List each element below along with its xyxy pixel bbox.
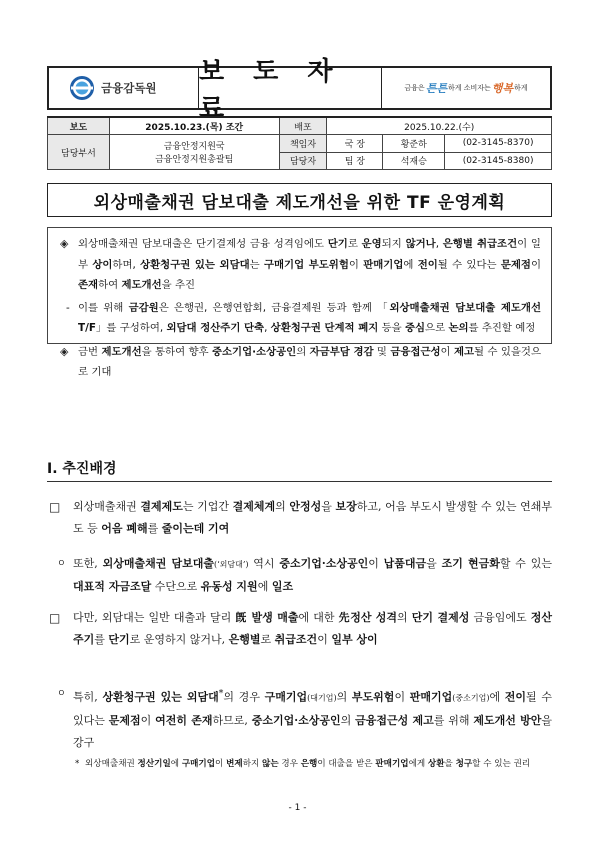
emph: 은행별 취급조건: [442, 238, 518, 250]
emph: 제도개선 방안: [473, 713, 542, 727]
emph: 단기 결제성: [411, 611, 470, 624]
text: 의: [275, 500, 290, 513]
text: 이: [394, 690, 410, 704]
emph: 조기 현금화: [441, 557, 500, 570]
emph: 전이: [417, 258, 438, 271]
slogan-highlight: 튼튼: [425, 82, 447, 95]
emph: 성격: [375, 611, 397, 624]
text: (대기업): [307, 693, 337, 703]
text: 특히,: [73, 690, 103, 704]
text: 의: [336, 690, 352, 704]
fss-emblem-icon: [69, 75, 95, 101]
document-type: 보 도 자 료: [199, 68, 382, 108]
emph: 제고: [453, 345, 475, 358]
emph: 않는: [262, 759, 279, 769]
emph: 전이: [504, 690, 527, 704]
text: 를: [94, 633, 109, 646]
emph: 단기: [327, 238, 348, 250]
staff-name: 석재승: [383, 152, 445, 170]
emph: 제도개선: [101, 345, 142, 358]
emph: 금감원: [128, 301, 159, 314]
emph: 결제체계: [232, 500, 276, 513]
emph: 중소기업·소상공인: [251, 713, 341, 727]
slogan-part: 하게 소비자는: [447, 84, 491, 92]
slogan-part: 금융은: [404, 84, 425, 92]
emph: 은행별: [228, 633, 261, 646]
emph: 문제점: [500, 258, 531, 271]
footnote-text: [47, 757, 552, 772]
section-heading: Ⅰ. 추진배경: [47, 461, 117, 477]
paragraph-text: [47, 607, 552, 651]
text: 를 추진할 예정: [468, 322, 536, 334]
text: 금융임에도: [469, 611, 531, 624]
text: 할 수 있는 권리: [472, 759, 531, 769]
text: 이: [317, 633, 332, 646]
text: 을: [321, 500, 336, 513]
text: 될 수 있을것으로 기대: [78, 345, 541, 378]
text: 의: [340, 713, 356, 727]
text: 로 운영하지 않거나,: [129, 633, 229, 646]
responsible-name: 황준하: [383, 135, 445, 153]
text: 될 수 있다는: [73, 690, 552, 727]
text: 이를 위해: [78, 301, 129, 314]
emph: 상환: [427, 759, 445, 769]
emph: 유동성 지원: [200, 580, 258, 593]
main-title: 외상매출채권 담보대출 제도개선을 위한 TF 운영계획: [47, 183, 552, 217]
emph: 자금부담 경감: [309, 345, 374, 358]
emph: 외상매출채권 담보대출: [102, 557, 214, 570]
footnote: [47, 757, 552, 772]
text: 을 통하여 향후: [141, 345, 212, 358]
dash-marker: -: [66, 301, 70, 314]
release-label: 보도: [48, 117, 110, 135]
dept-names: [109, 135, 279, 170]
body-paragraph: [47, 553, 552, 598]
body-paragraph: [47, 607, 552, 651]
diamond-bullet-icon: ◈: [60, 237, 69, 250]
emph: 안정성: [289, 500, 322, 513]
emph: 일부 상이: [331, 633, 378, 646]
emph: 정산주기: [73, 611, 553, 646]
staff-phone: (02-3145-8380): [445, 152, 552, 170]
text: 를: [147, 522, 162, 535]
emph: 존재: [78, 279, 99, 291]
team-name: 금융안정지원총괄팀: [155, 155, 234, 165]
emph: 판매기업: [375, 759, 409, 769]
emph: 중심: [404, 322, 426, 334]
summary-sub-item: [58, 298, 541, 339]
text: 의: [296, 345, 310, 358]
text: (‘외담대’): [213, 560, 249, 569]
text: 금번: [78, 345, 102, 358]
responsible-label: 책임자: [279, 135, 327, 153]
text: 하며,: [112, 258, 141, 271]
text: 을 강구: [73, 713, 553, 749]
summary-box: [47, 227, 552, 378]
text: ,: [435, 238, 443, 250]
press-header: [47, 57, 552, 124]
text: 다만, 외담대는 일반 대출과 달리: [73, 611, 236, 624]
text: 이 일부: [78, 238, 541, 271]
paragraph-text: [47, 683, 552, 754]
emph: 상환청구권 있는 외담대: [140, 258, 250, 271]
text: 또한,: [73, 557, 103, 570]
text: 에: [489, 690, 505, 704]
emph: 구매기업: [181, 759, 216, 769]
text: (중소기업): [452, 693, 490, 703]
text: 수단으로: [151, 580, 201, 593]
emph: 납품대금: [383, 557, 427, 570]
text: 하고, 어음 부도시 발생할 수 있는 연쇄부도 등: [73, 500, 552, 535]
emph: 않거나: [405, 238, 436, 250]
text: 이: [440, 345, 454, 358]
emph: 상환청구권 있는 외담대: [102, 690, 219, 704]
paragraph-text: [47, 496, 552, 540]
text: 외상매출채권: [85, 759, 138, 769]
release-info-table: [47, 116, 552, 170]
text: 을 추진: [161, 279, 196, 291]
emph: 외상매출채권 담보대출 제도개선 T/F: [78, 301, 542, 334]
text: 되지: [381, 238, 406, 250]
summary-bullet: [58, 342, 541, 383]
body-paragraph: [47, 683, 552, 754]
emph: 정산기일: [137, 759, 171, 769]
text: 의: [396, 611, 412, 624]
text: 를 위해: [433, 713, 474, 727]
emph: 부도위험: [351, 690, 395, 704]
text: 의 경우: [223, 690, 265, 704]
distribution-label: 배포: [279, 117, 327, 135]
emph: 단기: [108, 633, 130, 646]
text: 하므로,: [212, 713, 252, 727]
text: 는: [249, 258, 264, 271]
text: 이: [530, 258, 541, 271]
emph: 구매기업: [264, 690, 308, 704]
emph: 先정산: [338, 611, 372, 624]
emph: 청구: [455, 759, 473, 769]
circle-bullet-icon: ㅇ: [57, 689, 66, 699]
text: 으로: [425, 322, 449, 334]
staff-label: 담당자: [279, 152, 327, 170]
text: 경우: [278, 759, 301, 769]
text: 이: [140, 713, 156, 727]
emph: 상이: [92, 258, 113, 271]
emph: 상환청구권 단계적 폐지: [270, 322, 379, 334]
emph: 금융접근성: [390, 345, 441, 358]
emph: 판매기업: [363, 258, 404, 271]
emph: 제도개선: [121, 279, 162, 291]
dept-name: 금융안정지원국: [163, 142, 225, 152]
emph: 판매기업: [409, 690, 453, 704]
square-bullet-icon: □: [49, 611, 61, 625]
footnote-marker: *: [75, 759, 80, 769]
slogan-part: 하게: [514, 84, 528, 92]
emph: 일조: [271, 580, 294, 593]
text: 에 대한: [298, 611, 339, 624]
text: 이: [215, 759, 227, 769]
text: 」를 구성하여,: [95, 322, 167, 334]
emph: 어음 폐해: [101, 522, 148, 535]
emph: 금융접근성 제고: [355, 713, 434, 727]
emph: 대표적 자금조달: [73, 580, 152, 593]
emph: 운영: [361, 238, 382, 250]
emph: 줄이는데 기여: [161, 522, 230, 535]
org-logo: [49, 68, 199, 108]
text: 이 대출을 받은: [317, 759, 376, 769]
emph: 문제점: [108, 713, 141, 727]
text: 할 수 있는: [499, 557, 552, 570]
emph: 은행: [300, 759, 318, 769]
page-number: - 1 -: [288, 803, 307, 813]
text: 을: [444, 759, 456, 769]
text: ,: [264, 322, 271, 334]
responsible-title: 국 장: [327, 135, 383, 153]
text: 로: [260, 633, 275, 646]
responsible-phone: (02-3145-8370): [445, 135, 552, 153]
staff-title: 팀 장: [327, 152, 383, 170]
distribution-date: 2025.10.22.(수): [327, 117, 552, 135]
section-divider: [47, 481, 552, 482]
emph: 여전히 존재: [155, 713, 213, 727]
emph: 논의: [448, 322, 469, 334]
text: 될 수 있다는: [437, 258, 501, 271]
text: 을: [426, 557, 442, 570]
text: 로: [347, 238, 362, 250]
text: 이: [368, 557, 384, 570]
text: 에: [257, 580, 272, 593]
org-name: 금융감독원: [101, 81, 157, 95]
text: 이: [348, 258, 364, 271]
text: 에게: [408, 759, 428, 769]
text: 하지: [242, 759, 263, 769]
body-paragraph: [47, 496, 552, 540]
slogan: [382, 68, 550, 108]
emph: 중소기업·소상공인: [211, 345, 297, 358]
text: 등을: [378, 322, 405, 334]
text: 및: [373, 345, 391, 358]
emph: 외담대 정산주기 단축: [166, 322, 265, 334]
paragraph-text: [47, 553, 552, 598]
text: 은 은행권, 은행연합회, 금융결제원 등과 함께 「: [158, 301, 390, 314]
text: 에: [403, 258, 418, 271]
text: 에: [170, 759, 182, 769]
emph: 결제제도: [140, 500, 183, 513]
circle-bullet-icon: ㅇ: [57, 559, 66, 569]
slogan-highlight: 행복: [491, 82, 514, 95]
release-date: 2025.10.23.(목) 조간: [109, 117, 279, 135]
text: 외상매출채권: [73, 500, 141, 513]
footnote-ref: *: [218, 688, 224, 699]
diamond-bullet-icon: ◈: [60, 344, 69, 358]
emph: 취급조건: [274, 633, 318, 646]
emph: 구매기업 부도위험: [263, 258, 349, 271]
text: 는 기업간: [182, 500, 233, 513]
emph: 旣 발생 매출: [235, 611, 299, 624]
emph: 중소기업·소상공인: [279, 557, 369, 570]
text: 역시: [248, 557, 280, 570]
summary-bullet: [58, 234, 541, 296]
emph: 변제: [226, 759, 243, 769]
square-bullet-icon: □: [49, 500, 61, 514]
dept-label: 담당부서: [48, 135, 110, 170]
emph: 보장: [335, 500, 357, 513]
text: 외상매출채권 담보대출은 단기결제성 금융 성격임에도: [78, 238, 328, 250]
text: 하여: [98, 279, 122, 291]
